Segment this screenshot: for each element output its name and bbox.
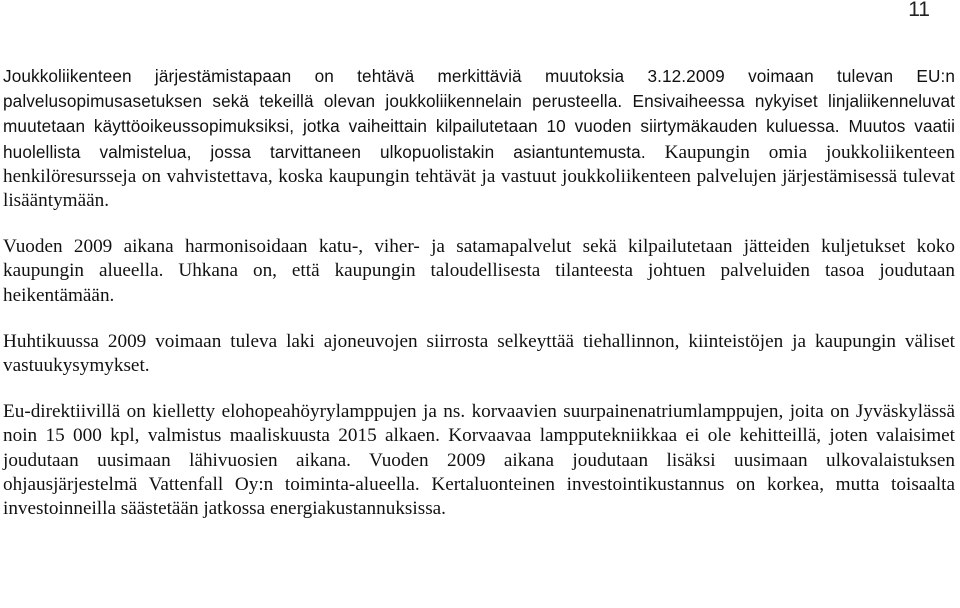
document-body <box>3 64 955 543</box>
paragraph-vehicle-law: Huhtikuussa 2009 voimaan tuleva laki ajoneuvojen siirrosta selkeyttää tiehallinnon, kiinteistöjen ja kaupungin väliset vastuukysymykset. <box>3 330 955 377</box>
page-number: 11 <box>908 0 930 21</box>
paragraph-public-transport-sans-text: Joukkoliikenteen järjestämistapaan on tehtävä merkittäviä muutoksia 3.12.2009 voimaan tulevan EU:n palvelusopimusasetuksen sekä tekeillä olevan joukkoliikennelain perusteella. Ensivaiheessa nykyiset linjaliikenneluvat muutetaan käyttöoikeussopimuksiksi, jotka vaiheittain kilpailutetaan 10 vuoden siirtymäkauden kuluessa. Muutos vaatii huolellista valmistelua, jossa tarvittaneen ulkopuolistakin asiantuntemusta. <box>3 66 955 162</box>
paragraph-street-services: Vuoden 2009 aikana harmonisoidaan katu-, viher- ja satamapalvelut sekä kilpailutetaan jätteiden kuljetukset koko kaupungin alueella. Uhkana on, että kaupungin taloudellisesta tilanteesta johtuen palveluiden tasoa joudutaan heikentämään. <box>3 236 955 306</box>
paragraph-public-transport <box>3 64 955 213</box>
paragraph-lighting: Eu-direktiivillä on kielletty elohopeahöyrylamppujen ja ns. korvaavien suurpainenatriumlamppujen, joita on Jyväskylässä noin 15 000 kpl, valmistus maaliskuusta 2015 alkaen. Korvaavaa lampputekniikkaa ei ole kehitteillä, joten valaisimet joudutaan uusimaan lähivuosien aikana. Vuoden 2009 aikana joudutaan lisäksi uusimaan ulkovalaistuksen ohjausjärjestelmä Vattenfall Oy:n toiminta-alueella. Kertaluonteinen investointikustannus on korkea, mutta toisaalta investoinneilla säästetään jatkossa energiakustannuksissa. <box>3 401 955 520</box>
paragraph-public-transport-serif-text: Kaupungin omia joukkoliikenteen henkilöresursseja on vahvistettava, koska kaupungin tehtävät ja vastuut joukkoliikenteen palvelujen järjestämisessä tulevat lisääntymään. <box>3 141 955 212</box>
